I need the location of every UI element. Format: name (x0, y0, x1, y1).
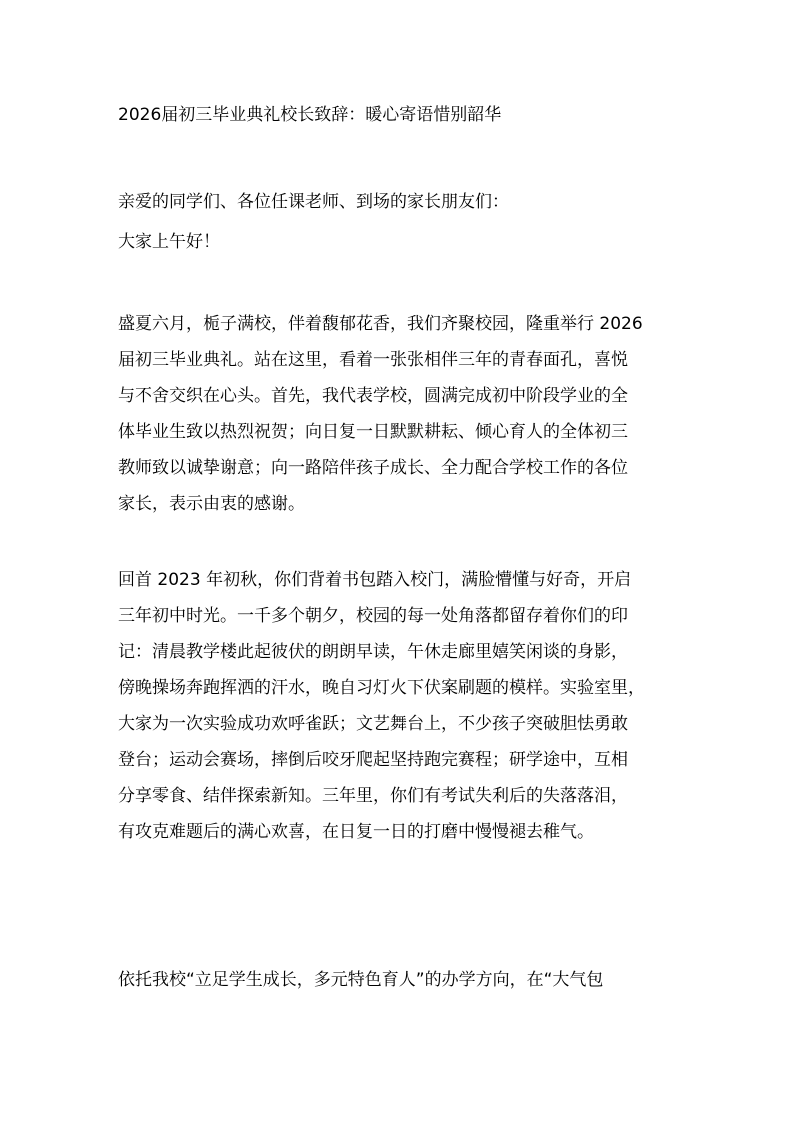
paragraph-line: 有攻克难题后的满心欢喜，在日复一日的打磨中慢慢褪去稚气。 (118, 822, 594, 842)
paragraph-line: 盛夏六月，栀子满校，伴着馥郁花香，我们齐聚校园，隆重举行 2026 (118, 314, 643, 334)
salutation: 亲爱的同学们、各位任课老师、到场的家长朋友们： (118, 192, 509, 212)
paragraph-line: 大家为一次实验成功欢呼雀跃；文艺舞台上，不少孩子突破胆怯勇敢 (118, 714, 628, 734)
paragraph-line: 分享零食、结伴探索新知。三年里，你们有考试失利后的失落落泪， (118, 786, 628, 806)
paragraph-line: 届初三毕业典礼。站在这里，看着一张张相伴三年的青春面孔，喜悦 (118, 350, 628, 370)
paragraph-line: 登台；运动会赛场，摔倒后咬牙爬起坚持跑完赛程；研学途中，互相 (118, 750, 628, 770)
document-title: 2026届初三毕业典礼校长致辞：暖心寄语惜别韶华 (118, 105, 502, 125)
paragraph-line: 体毕业生致以热烈祝贺；向日复一日默默耕耘、倾心育人的全体初三 (118, 422, 628, 442)
paragraph-line: 家长，表示由衷的感谢。 (118, 494, 305, 514)
greeting: 大家上午好！ (118, 232, 220, 252)
paragraph (118, 962, 678, 998)
paragraph-line: 傍晚操场奔跑挥洒的汗水，晚自习灯火下伏案刷题的模样。实验室里， (118, 678, 645, 698)
paragraph-line: 回首 2023 年初秋，你们背着书包踏入校门，满脸懵懂与好奇，开启 (118, 570, 632, 590)
paragraph-line: 三年初中时光。一千多个朝夕，校园的每一处角落都留存着你们的印 (118, 606, 628, 626)
paragraph-line: 依托我校“立足学生成长，多元特色育人”的办学方向，在“大气包 (118, 970, 604, 990)
paragraph (118, 562, 678, 850)
paragraph-line: 记：清晨教学楼此起彼伏的朗朗早读，午休走廊里嬉笑闲谈的身影， (118, 642, 628, 662)
paragraph (118, 306, 678, 522)
paragraph-line: 与不舍交织在心头。首先，我代表学校，圆满完成初中阶段学业的全 (118, 386, 628, 406)
paragraph-line: 教师致以诚挚谢意；向一路陪伴孩子成长、全力配合学校工作的各位 (118, 458, 628, 478)
